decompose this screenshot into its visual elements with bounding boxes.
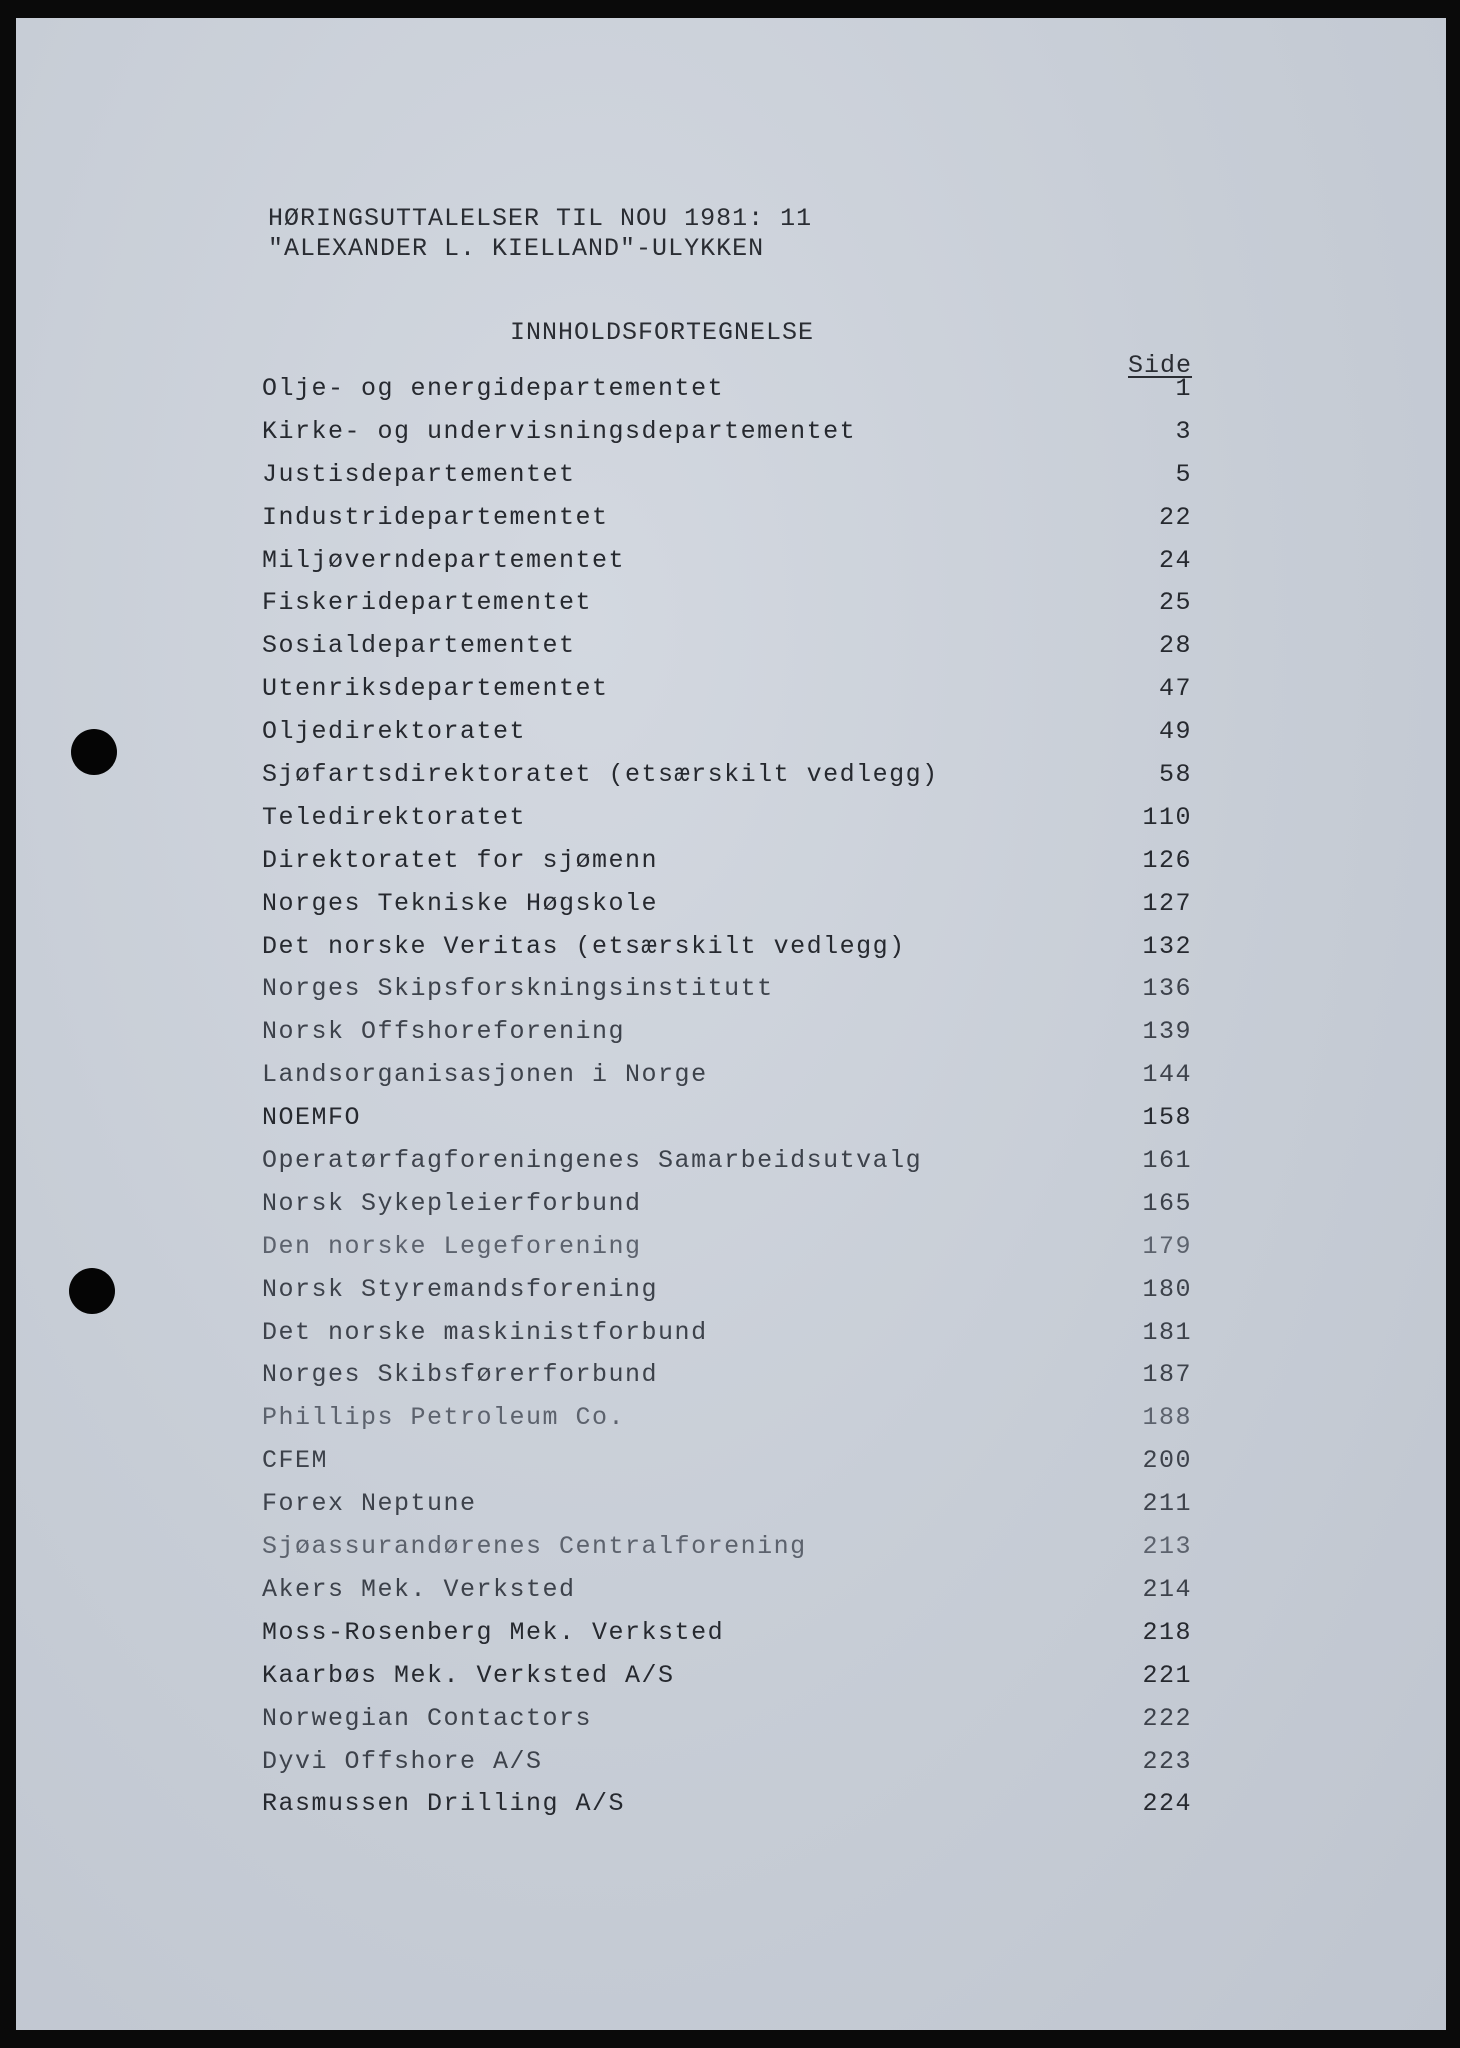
toc-entry-title: Direktoratet for sjømenn (262, 845, 659, 875)
toc-entry-page: 3 (1175, 416, 1192, 446)
toc-entry-page: 224 (1142, 1789, 1192, 1819)
toc-entry (262, 629, 1192, 672)
toc-entry-page: 28 (1158, 631, 1192, 661)
toc-entry-title: Miljøverndepartementet (262, 545, 626, 575)
toc-entry (262, 844, 1192, 887)
toc-entry-title: Norges Skipsforskningsinstitutt (262, 974, 774, 1004)
toc-entry-title: Kaarbøs Mek. Verksted A/S (262, 1660, 675, 1690)
toc-entry-page: 110 (1142, 802, 1192, 832)
table-of-contents (262, 372, 1192, 1830)
toc-entry-title: Sosialdepartementet (262, 631, 576, 661)
toc-entry-title: Norges Skibsførerforbund (262, 1360, 659, 1390)
toc-entry-page: 126 (1142, 845, 1192, 875)
toc-entry-title: Forex Neptune (262, 1489, 477, 1519)
toc-entry-page: 22 (1158, 502, 1192, 532)
toc-entry-title: Teledirektoratet (262, 802, 527, 832)
toc-entry (262, 1616, 1192, 1659)
toc-entry (262, 1144, 1192, 1187)
toc-entry-page: 165 (1142, 1188, 1192, 1218)
toc-entry-page: 221 (1142, 1660, 1192, 1690)
toc-entry-title: Kirke- og undervisningsdepartementet (262, 416, 857, 446)
toc-entry-page: 187 (1142, 1360, 1192, 1390)
toc-entry-page: 211 (1142, 1489, 1192, 1519)
toc-entry-title: Det norske Veritas (etsærskilt vedlegg) (262, 931, 906, 961)
toc-entry-title: Akers Mek. Verksted (262, 1574, 576, 1604)
toc-entry (262, 458, 1192, 501)
toc-entry (262, 1230, 1192, 1273)
toc-entry-title: Operatørfagforeningenes Samarbeidsutvalg (262, 1146, 923, 1176)
toc-entry-title: Utenriksdepartementet (262, 674, 609, 704)
toc-entry (262, 1659, 1192, 1702)
toc-entry-page: 24 (1158, 545, 1192, 575)
toc-entry (262, 501, 1192, 544)
page-column-label: Side (1128, 351, 1193, 380)
toc-entry-title: Sjøfartsdirektoratet (etsærskilt vedlegg) (262, 760, 939, 790)
toc-entry (262, 1702, 1192, 1745)
toc-entry-title: Sjøassurandørenes Centralforening (262, 1532, 807, 1562)
punch-hole-bottom (69, 1268, 115, 1314)
toc-title: INNHOLDSFORTEGNELSE (510, 318, 815, 347)
toc-entry-title: Den norske Legeforening (262, 1231, 642, 1261)
document-header (268, 204, 812, 264)
toc-entry (262, 672, 1192, 715)
toc-entry-title: Phillips Petroleum Co. (262, 1403, 626, 1433)
toc-entry (262, 972, 1192, 1015)
toc-entry-page: 136 (1142, 974, 1192, 1004)
toc-entry (262, 1101, 1192, 1144)
toc-entry (262, 1573, 1192, 1616)
toc-entry (262, 1273, 1192, 1316)
toc-entry-page: 161 (1142, 1146, 1192, 1176)
toc-entry-title: Norwegian Contactors (262, 1703, 593, 1733)
toc-entry-page: 181 (1142, 1317, 1192, 1347)
toc-entry (262, 1787, 1192, 1830)
toc-entry-page: 200 (1142, 1446, 1192, 1476)
toc-entry-page: 188 (1142, 1403, 1192, 1433)
toc-entry (262, 801, 1192, 844)
toc-entry-page: 49 (1158, 717, 1192, 747)
toc-entry (262, 1316, 1192, 1359)
toc-entry (262, 1187, 1192, 1230)
toc-entry-page: 144 (1142, 1060, 1192, 1090)
toc-entry (262, 930, 1192, 973)
toc-entry-title: Det norske maskinistforbund (262, 1317, 708, 1347)
toc-entry-title: Landsorganisasjonen i Norge (262, 1060, 708, 1090)
toc-entry-title: NOEMFO (262, 1103, 362, 1133)
toc-entry-page: 47 (1158, 674, 1192, 704)
toc-entry-page: 5 (1175, 459, 1192, 489)
toc-entry (262, 1444, 1192, 1487)
toc-entry (262, 544, 1192, 587)
toc-entry-page: 25 (1158, 588, 1192, 618)
toc-entry (262, 1015, 1192, 1058)
toc-entry-title: Norges Tekniske Høgskole (262, 888, 659, 918)
header-line-1: HØRINGSUTTALELSER TIL NOU 1981: 11 (268, 204, 813, 233)
toc-entry-page: 223 (1142, 1746, 1192, 1776)
toc-entry-title: Rasmussen Drilling A/S (262, 1789, 626, 1819)
toc-entry-page: 214 (1142, 1574, 1192, 1604)
toc-entry-title: Oljedirektoratet (262, 717, 527, 747)
toc-entry-title: Justisdepartementet (262, 459, 576, 489)
toc-entry-page: 127 (1142, 888, 1192, 918)
header-line-2: "ALEXANDER L. KIELLAND"-ULYKKEN (268, 234, 765, 263)
toc-entry-page: 222 (1142, 1703, 1192, 1733)
toc-entry-page: 58 (1158, 760, 1192, 790)
toc-entry-page: 132 (1142, 931, 1192, 961)
toc-entry-page: 158 (1142, 1103, 1192, 1133)
toc-entry-title: Norsk Offshoreforening (262, 1017, 626, 1047)
toc-entry-title: Fiskeridepartementet (262, 588, 593, 618)
toc-entry-page: 180 (1142, 1274, 1192, 1304)
toc-entry-title: Norsk Styremandsforening (262, 1274, 659, 1304)
toc-entry-title: Moss-Rosenberg Mek. Verksted (262, 1617, 725, 1647)
toc-entry-page: 139 (1142, 1017, 1192, 1047)
toc-entry (262, 887, 1192, 930)
toc-entry-page: 1 (1175, 374, 1192, 403)
toc-entry (262, 1401, 1192, 1444)
toc-entry (262, 372, 1192, 415)
toc-entry (262, 586, 1192, 629)
toc-entry-title: Industridepartementet (262, 502, 609, 532)
toc-entry (262, 715, 1192, 758)
toc-entry (262, 1058, 1192, 1101)
toc-entry-title: CFEM (262, 1446, 329, 1476)
toc-entry-title: Olje- og energidepartementet (262, 374, 725, 403)
toc-entry-title: Norsk Sykepleierforbund (262, 1188, 642, 1218)
toc-entry (262, 1530, 1192, 1573)
toc-entry-title: Dyvi Offshore A/S (262, 1746, 543, 1776)
toc-entry-page: 179 (1142, 1231, 1192, 1261)
toc-entry (262, 1358, 1192, 1401)
toc-entry (262, 1745, 1192, 1788)
toc-entry-page: 218 (1142, 1617, 1192, 1647)
punch-hole-top (71, 729, 117, 775)
toc-entry-page: 213 (1142, 1532, 1192, 1562)
toc-entry (262, 415, 1192, 458)
toc-entry (262, 1487, 1192, 1530)
toc-entry (262, 758, 1192, 801)
